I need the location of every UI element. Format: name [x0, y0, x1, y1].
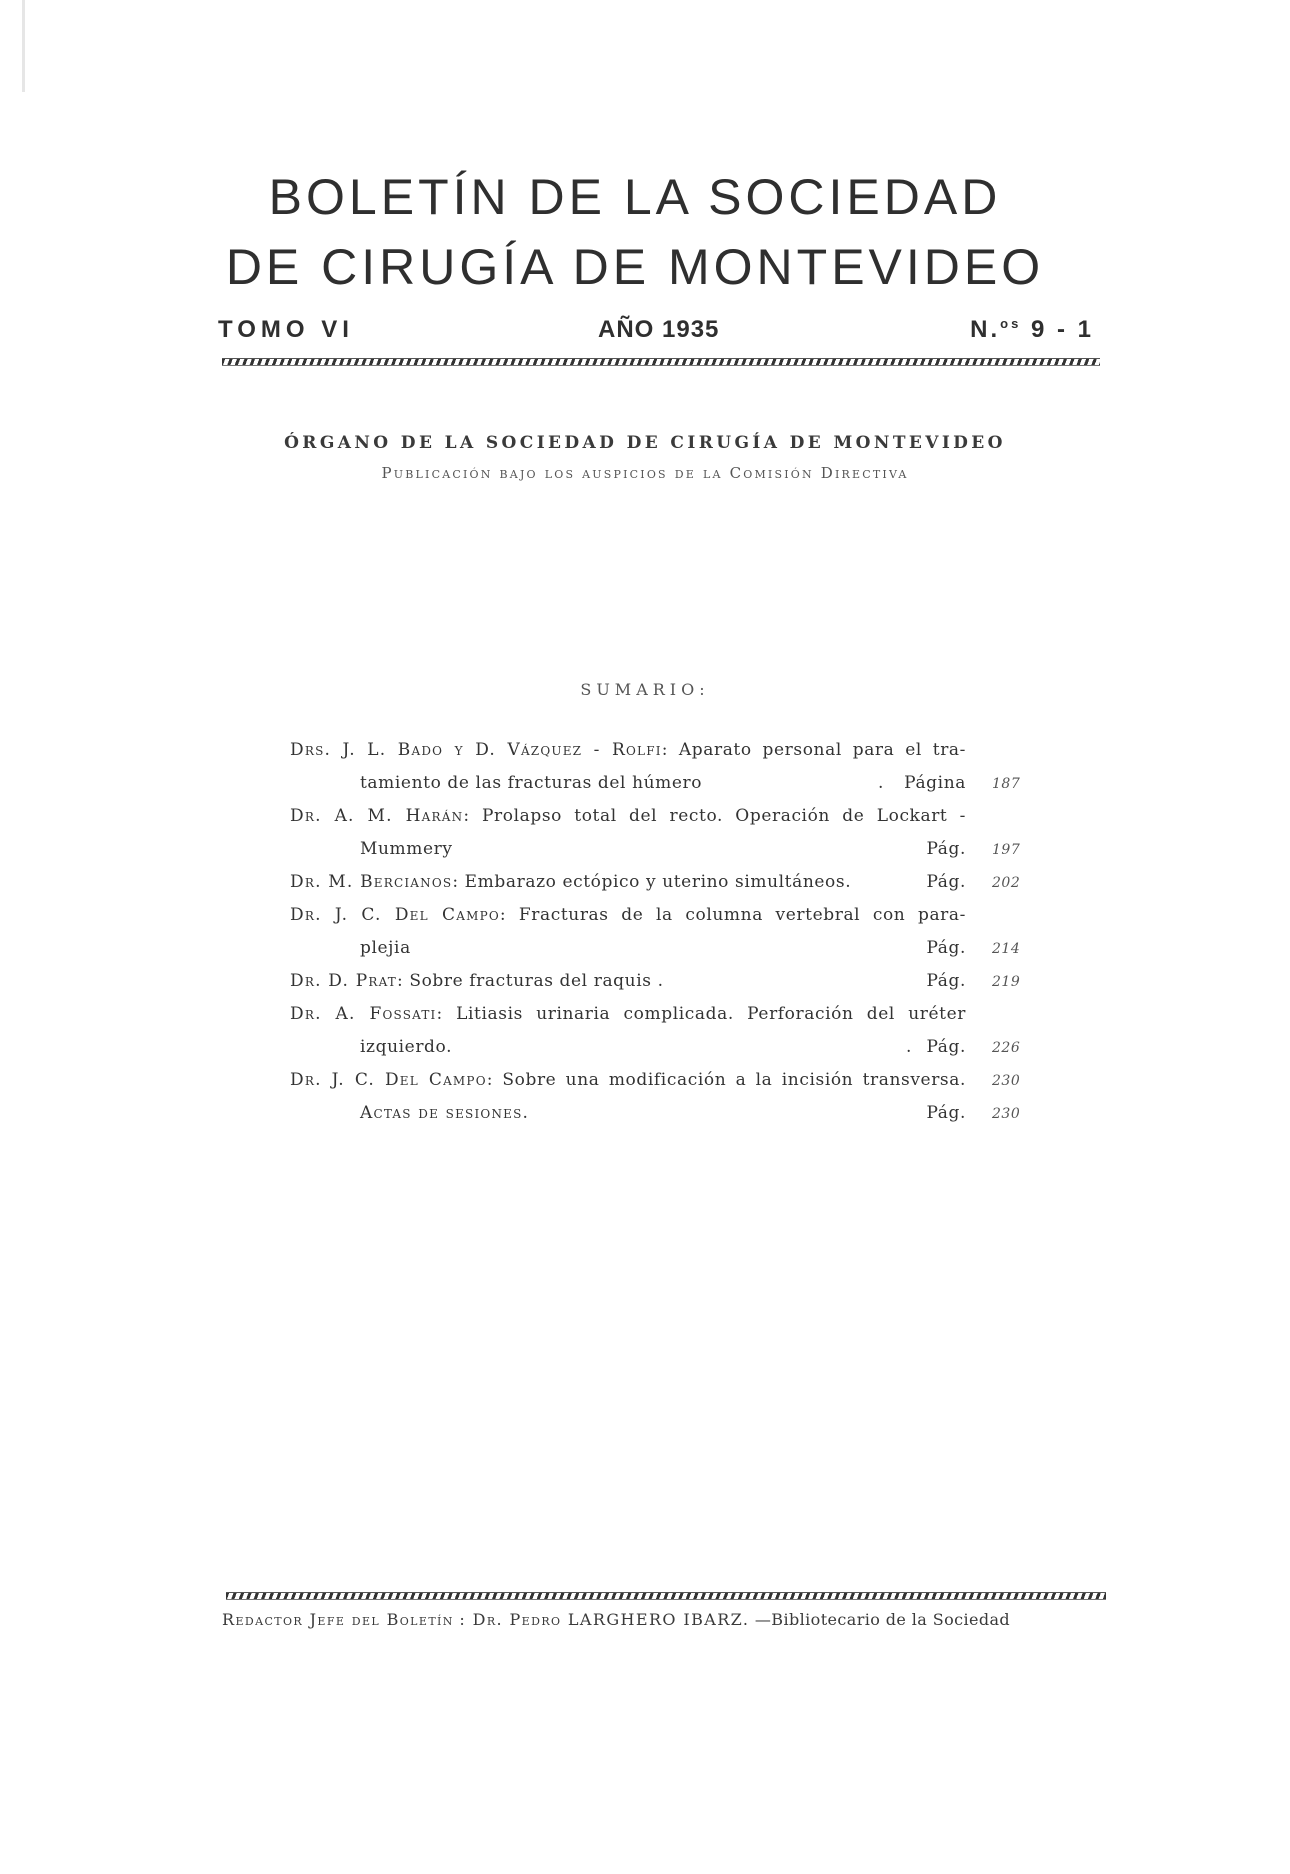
toc-entry-title-cont: izquierdo.	[360, 1037, 453, 1057]
toc-page-number: 197	[992, 842, 1021, 858]
sumario-heading: SUMARIO:	[580, 680, 710, 699]
toc-entry-authors: Drs. J. L. Bado y D. Vázquez - Rolfi	[290, 740, 662, 760]
toc-entry-title: : Litiasis urinaria complicada. Perforación del uréter	[436, 1004, 966, 1024]
toc-entry-6-line-1	[290, 1000, 966, 1028]
publication-subheading: Publicación bajo los auspicios de la Comisión Directiva	[381, 464, 909, 482]
toc-entry-title: : Sobre una modificación a la incisión transversa.	[486, 1070, 966, 1090]
toc-entry-title: : Embarazo ectópico y uterino simultáneos.	[452, 872, 852, 892]
toc-page-label: Página	[904, 773, 966, 793]
toc-entry-8-line-1	[360, 1099, 966, 1127]
toc-page-number: 202	[992, 875, 1021, 891]
toc-page-number: 230	[992, 1073, 1021, 1089]
toc-entry-title: : Aparato personal para el tra-	[661, 740, 967, 760]
toc-page-label: Pág.	[926, 839, 966, 859]
volume-label: TOMO VI	[218, 316, 354, 343]
toc-entry-1-line-1	[290, 736, 966, 764]
toc-page-number: 214	[992, 941, 1021, 957]
toc-entry-3-line-1	[290, 868, 966, 896]
toc-page-number: 230	[992, 1106, 1021, 1122]
toc-entry-authors: Dr. A. Fossati	[290, 1004, 437, 1024]
toc-page-label: Pág.	[926, 1103, 966, 1123]
ornamental-rule-top	[222, 358, 1100, 366]
toc-entry-title: Actas de sesiones.	[360, 1103, 530, 1123]
toc-entry-title: : Sobre fracturas del raquis .	[397, 971, 664, 991]
journal-title-line-2: DE CIRUGÍA DE MONTEVIDEO	[225, 239, 1045, 295]
organo-heading: ÓRGANO DE LA SOCIEDAD DE CIRUGÍA DE MONTEVIDEO	[284, 433, 1006, 453]
toc-entry-7-line-1	[290, 1066, 966, 1094]
year-label: AÑO 1935	[598, 316, 720, 343]
toc-page-number: 226	[992, 1040, 1021, 1056]
toc-entry-6-line-2: izquierdo. . Pág.	[360, 1033, 966, 1061]
journal-title-line-1: BOLETÍN DE LA SOCIEDAD	[268, 169, 1002, 225]
toc-entry-title: : Fracturas de la columna vertebral con para-	[499, 905, 966, 925]
issue-info-row	[218, 316, 1094, 350]
issue-number-sup: os	[1000, 316, 1022, 331]
issue-number	[970, 316, 1094, 344]
footer-role: —Bibliotecario de la Sociedad	[754, 1610, 1011, 1629]
toc-entry-authors: Dr. J. C. Del Campo	[290, 1070, 487, 1090]
scan-edge-mark	[22, 0, 25, 92]
toc-entry-authors: Dr. D. Prat	[290, 971, 397, 991]
toc-entry-4-line-1	[290, 901, 966, 929]
toc-entry-title-cont: plejia	[360, 938, 411, 958]
toc-page-number: 187	[992, 776, 1021, 792]
toc-entry-title: : Prolapso total del recto. Operación de Lockart -	[463, 806, 966, 826]
toc-page-label: Pág.	[926, 1037, 966, 1057]
footer-redactor-label: Redactor Jefe del Boletín	[222, 1610, 454, 1629]
toc-entry-authors: Dr. J. C. Del Campo	[290, 905, 500, 925]
toc-entry-4-line-2	[360, 934, 966, 962]
toc-page-number: 219	[992, 974, 1021, 990]
toc-entry-authors: Dr. A. M. Harán	[290, 806, 464, 826]
issue-number-value: 9 - 1	[1030, 316, 1094, 343]
footer-editor-line	[222, 1610, 1110, 1629]
toc-entry-1-line-2: tamiento de las fracturas del húmero . Página	[360, 769, 966, 797]
toc-page-label: Pág.	[926, 938, 966, 958]
toc-entry-authors: Dr. M. Bercianos	[290, 872, 453, 892]
toc-entry-2-line-1	[290, 802, 966, 830]
toc-entry-title-cont: tamiento de las fracturas del húmero	[360, 773, 703, 793]
toc-entry-5-line-1	[290, 967, 966, 995]
toc-entry-title-cont: Mummery	[360, 839, 453, 859]
issue-number-prefix: N.	[970, 316, 1001, 343]
toc-entry-2-line-2	[360, 835, 966, 863]
ornamental-rule-bottom	[226, 1592, 1106, 1600]
toc-page-label: Pág.	[926, 971, 966, 991]
toc-page-label: Pág.	[926, 872, 966, 892]
footer-redactor-name: : Dr. Pedro LARGHERO IBARZ.	[459, 1610, 750, 1629]
